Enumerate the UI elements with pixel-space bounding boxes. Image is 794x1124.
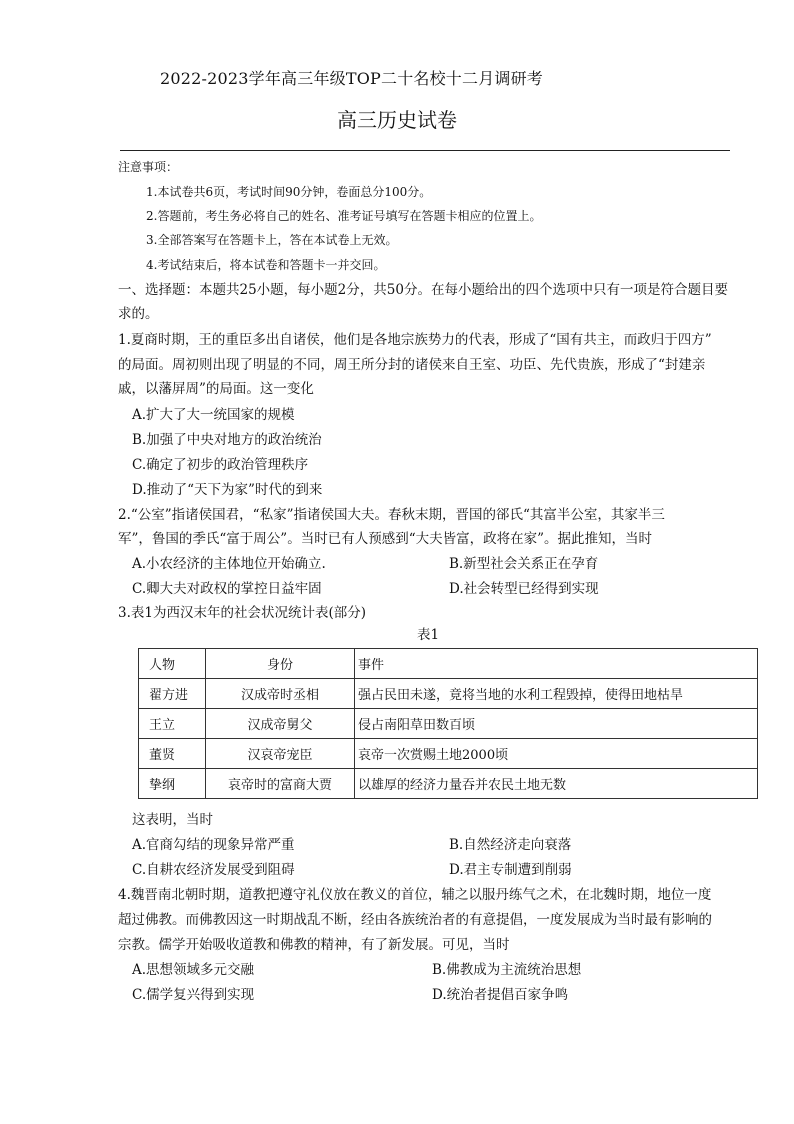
q2-option-d: D.社会转型已经得到实现 (449, 581, 599, 597)
notice-heading: 注意事项： (118, 160, 179, 174)
table-header-cell: 身份 (206, 649, 355, 679)
q1-option-a: A.扩大了大一统国家的规模 (132, 407, 295, 423)
table-cell: 哀帝时的富商大贾 (206, 769, 355, 799)
q4-option-c: C.儒学复兴得到实现 (132, 987, 255, 1003)
table-cell: 董贤 (139, 739, 206, 769)
table-cell: 哀帝一次赏赐土地2000顷 (355, 739, 758, 769)
table-row (139, 679, 758, 709)
table-row (139, 709, 758, 739)
notice-item: 3.全部答案写在答题卡上，答在本试卷上无效。 (146, 233, 398, 247)
table-row (139, 769, 758, 799)
section-instruction: 一、选择题：本题共25小题，每小题2分，共50分。在每小题给出的四个选项中只有一项是符合题目要 (118, 282, 728, 298)
q2-option-a: A.小农经济的主体地位开始确立. (132, 556, 326, 572)
table-cell: 侵占南阳草田数百顷 (355, 709, 758, 739)
statistics-table (138, 648, 758, 799)
table-cell: 挚纲 (139, 769, 206, 799)
table-cell: 强占民田未遂，竟将当地的水利工程毁掉，使得田地枯旱 (355, 679, 758, 709)
table-cell: 王立 (139, 709, 206, 739)
exam-title: 2022-2023学年高三年级TOP二十名校十二月调研考 (160, 69, 543, 88)
q2-option-b: B.新型社会关系正在孕育 (449, 556, 599, 572)
table-cell: 以雄厚的经济力量吞并农民土地无数 (355, 769, 758, 799)
q4-option-d: D.统治者提倡百家争鸣 (432, 987, 569, 1003)
q4-option-b: B.佛教成为主流统治思想 (432, 962, 582, 978)
q3-option-d: D.君主专制遭到削弱 (449, 862, 572, 878)
table-caption: 表1 (416, 627, 440, 643)
q3-option-a: A.官商勾结的现象异常严重 (132, 837, 295, 853)
q3-option-c: C.自耕农经济发展受到阻碍 (132, 862, 295, 878)
subject-title: 高三历史试卷 (337, 108, 457, 132)
q3-stem: 3.表1为西汉末年的社会状况统计表(部分) (118, 605, 367, 621)
table-header-cell: 事件 (355, 649, 758, 679)
q1-option-c: C.确定了初步的政治管理秩序 (132, 457, 309, 473)
notice-item: 4.考试结束后，将本试卷和答题卡一并交回。 (146, 258, 386, 272)
q1-stem: 戚，以藩屏周”的局面。这一变化 (118, 381, 314, 397)
q1-option-d: D.推动了“天下为家”时代的到来 (132, 482, 323, 498)
table-header-cell: 人物 (139, 649, 206, 679)
q2-option-c: C.卿大夫对政权的掌控日益牢固 (132, 581, 322, 597)
notice-item: 2.答题前，考生务必将自己的姓名、准考证号填写在答题卡相应的位置上。 (146, 209, 542, 223)
q2-stem: 军”，鲁国的季氏“富于周公”。当时已有人预感到“大夫皆富，政将在家”。据此推知，当时 (118, 531, 653, 547)
q1-stem: 1.夏商时期，王的重臣多出自诸侯，他们是各地宗族势力的代表，形成了“国有共主，而政归于四方” (118, 332, 712, 348)
table-cell: 汉成帝时丞相 (206, 679, 355, 709)
section-instruction-cont: 求的。 (118, 306, 159, 322)
notice-item: 1.本试卷共6页，考试时间90分钟，卷面总分100分。 (146, 185, 432, 199)
table-cell: 翟方进 (139, 679, 206, 709)
q4-stem: 宗教。儒学开始吸收道教和佛教的精神，有了新发展。可见，当时 (118, 937, 510, 953)
table-cell: 汉哀帝宠臣 (206, 739, 355, 769)
q2-stem: 2.“公室”指诸侯国君，“私家”指诸侯国大夫。春秋末期，晋国的郤氏“其富半公室，其家半三 (118, 507, 665, 523)
header-divider (120, 150, 730, 151)
q4-option-a: A.思想领域多元交融 (132, 962, 255, 978)
q3-followup: 这表明，当时 (132, 812, 213, 828)
q1-option-b: B.加强了中央对地方的政治统治 (132, 432, 322, 448)
table-row (139, 739, 758, 769)
table-cell: 汉成帝舅父 (206, 709, 355, 739)
q1-stem: 的局面。周初则出现了明显的不同，周王所分封的诸侯来自王室、功臣、先代贵族，形成了“封建亲 (118, 357, 706, 373)
q4-stem: 4.魏晋南北朝时期，道教把遵守礼仪放在教义的首位，辅之以服丹练气之术，在北魏时期，地位一度 (118, 887, 712, 903)
q4-stem: 超过佛教。而佛教因这一时期战乱不断，经由各族统治者的有意提倡，一度发展成为当时最有影响的 (118, 912, 712, 928)
table-header-row (139, 649, 758, 679)
q3-option-b: B.自然经济走向衰落 (449, 837, 572, 853)
